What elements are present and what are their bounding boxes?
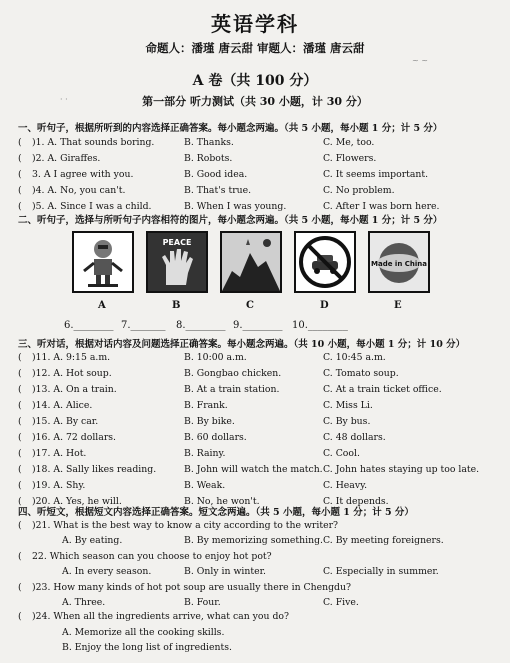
option-a: )11. A. 9:15 a.m. <box>32 352 111 363</box>
answer-paren: ( <box>18 432 22 443</box>
peace-hand-icon <box>148 233 206 291</box>
option-c: C. John hates staying up too late. <box>323 464 480 475</box>
option-a: )5. A. Since I was a child. <box>32 201 152 212</box>
answer-paren: ( <box>18 448 22 459</box>
bleed-through-mark: ~ ~ <box>412 56 428 65</box>
question-row <box>18 368 498 383</box>
option-a: )18. A. Sally likes reading. <box>32 464 157 475</box>
options-row <box>18 597 498 612</box>
option-c: C. 48 dollars. <box>323 432 386 443</box>
question-row <box>18 137 498 152</box>
option-b: B. Thanks. <box>184 137 234 148</box>
option-a: )1. A. That sounds boring. <box>32 137 155 148</box>
answer-paren: ( <box>18 416 22 427</box>
option-b: B. Rainy. <box>184 448 226 459</box>
section-3-instruction: 三、听对话，根据对话内容及问题选择正确答案。每小题念两遍。（共 10 小题，每小题 1 分；计 10 分） <box>18 339 466 350</box>
option-b: B. Frank. <box>184 400 228 411</box>
picture-a <box>72 231 134 293</box>
q24-option-b: B. Enjoy the long list of ingredients. <box>62 642 232 653</box>
option-b: B. When I was young. <box>184 201 287 212</box>
answer-paren: ( <box>18 169 22 180</box>
made-in-china-icon <box>370 233 428 291</box>
answer-blank-10: 10.________ <box>292 320 348 331</box>
question-row <box>18 480 498 495</box>
options-row <box>18 535 498 550</box>
option-b: B. Gongbao chicken. <box>184 368 282 379</box>
question-text: 22. Which season can you choose to enjoy hot pot? <box>32 551 272 562</box>
answer-blank-9: 9.________ <box>233 320 283 331</box>
option-c: C. By meeting foreigners. <box>323 535 444 546</box>
answer-paren: ( <box>18 480 22 491</box>
answer-paren: ( <box>18 551 22 562</box>
option-a: )13. A. On a train. <box>32 384 117 395</box>
option-a: A. Three. <box>62 597 106 608</box>
comprehension-question <box>18 551 498 566</box>
option-b: B. By memorizing something. <box>184 535 323 546</box>
picture-c <box>220 231 282 293</box>
picture-label-d: D <box>320 300 329 311</box>
option-a: A. In every season. <box>62 566 152 577</box>
picture-label-e: E <box>394 300 402 311</box>
option-b: B. 10:00 a.m. <box>184 352 247 363</box>
option-c: C. Cool. <box>323 448 360 459</box>
picture-e <box>368 231 430 293</box>
option-a: )16. A. 72 dollars. <box>32 432 116 443</box>
option-c: C. Especially in summer. <box>323 566 439 577</box>
option-c: C. Heavy. <box>323 480 368 491</box>
option-c: C. After I was born here. <box>323 201 440 212</box>
question-row <box>18 400 498 415</box>
answer-paren: ( <box>18 520 22 531</box>
option-a: )19. A. Shy. <box>32 480 86 491</box>
peace-text: PEACE <box>162 238 192 247</box>
option-c: C. It depends. <box>323 496 389 507</box>
option-b: B. That's true. <box>184 185 252 196</box>
option-b: B. No, he won't. <box>184 496 260 507</box>
option-c: C. Flowers. <box>323 153 377 164</box>
picture-label-a: A <box>98 300 106 311</box>
question-row <box>18 448 498 463</box>
answer-blank-6: 6.________ <box>64 320 114 331</box>
option-b: B. At a train station. <box>184 384 280 395</box>
subject-title: 英语学科 <box>211 12 299 36</box>
option-c: C. Me, too. <box>323 137 375 148</box>
option-a: )4. A. No, you can't. <box>32 185 126 196</box>
made-in-china-text: Made in China <box>371 260 427 268</box>
option-b: B. Good idea. <box>184 169 248 180</box>
picture-b <box>146 231 208 293</box>
section-2-instruction: 二、听句子，选择与所听句子内容相符的图片，每小题念两遍。（共 5 小题，每小题 1 分；计 5 分） <box>18 215 443 226</box>
answer-paren: ( <box>18 464 22 475</box>
options-row <box>18 566 498 581</box>
comprehension-question <box>18 582 498 597</box>
option-c: C. By bus. <box>323 416 371 427</box>
question-row <box>18 352 498 367</box>
answer-blank-8: 8.________ <box>176 320 226 331</box>
q24-question: )24. When all the ingredients arrive, what can you do? <box>32 611 289 622</box>
question-row <box>18 432 498 447</box>
q24-option-a: A. Memorize all the cooking skills. <box>62 627 225 638</box>
answer-paren: ( <box>18 400 22 411</box>
answer-paren: ( <box>18 352 22 363</box>
option-c: C. No problem. <box>323 185 395 196</box>
answer-paren: ( <box>18 384 22 395</box>
option-a: )20. A. Yes, he will. <box>32 496 122 507</box>
option-a: )2. A. Giraffes. <box>32 153 101 164</box>
option-b: B. Only in winter. <box>184 566 266 577</box>
question-text: )23. How many kinds of hot pot soup are usually there in Chengdu? <box>32 582 351 593</box>
bleed-through-mark: · · <box>60 95 68 104</box>
answer-paren: ( <box>18 153 22 164</box>
question-text: )21. What is the best way to know a city according to the writer? <box>32 520 339 531</box>
paper-title: A 卷（共 100 分） <box>192 73 318 89</box>
option-a: )14. A. Alice. <box>32 400 93 411</box>
no-car-sign-icon <box>296 233 354 291</box>
answer-paren: ( <box>18 137 22 148</box>
option-c: C. Five. <box>323 597 359 608</box>
option-b: B. John will watch the match. <box>184 464 323 475</box>
option-a: )17. A. Hot. <box>32 448 87 459</box>
option-c: C. It seems important. <box>323 169 429 180</box>
answer-paren: ( <box>18 185 22 196</box>
skater-cartoon-icon <box>74 233 132 291</box>
option-b: B. Four. <box>184 597 221 608</box>
answer-blank-7: 7._______ <box>121 320 166 331</box>
question-row <box>18 153 498 168</box>
option-a: A. By eating. <box>62 535 123 546</box>
answer-paren: ( <box>18 201 22 212</box>
option-b: B. Weak. <box>184 480 226 491</box>
question-row <box>18 464 498 479</box>
question-row <box>18 169 498 184</box>
option-b: B. By bike. <box>184 416 235 427</box>
answer-paren: ( <box>18 496 22 507</box>
option-c: C. Miss Li. <box>323 400 373 411</box>
question-row <box>18 416 498 431</box>
option-a: )15. A. By car. <box>32 416 99 427</box>
picture-d <box>294 231 356 293</box>
answer-paren: ( <box>18 368 22 379</box>
section-1-instruction: 一、听句子，根据所听到的内容选择正确答案。每小题念两遍。（共 5 小题，每小题 1 分；计 5 分） <box>18 123 443 134</box>
question-row <box>18 384 498 399</box>
option-c: C. Tomato soup. <box>323 368 399 379</box>
section-4-instruction: 四、听短文，根据短文内容选择正确答案。短文念两遍。（共 5 小题，每小题 1 分；计 5 分） <box>18 507 414 518</box>
part-one-title: 第一部分 听力测试（共 30 小题，计 30 分） <box>142 95 368 108</box>
option-b: B. Robots. <box>184 153 233 164</box>
q24-paren: ( <box>18 611 22 622</box>
option-a: )12. A. Hot soup. <box>32 368 112 379</box>
question-row <box>18 185 498 200</box>
comprehension-question <box>18 520 498 535</box>
option-a: 3. A I agree with you. <box>32 169 134 180</box>
option-c: C. 10:45 a.m. <box>323 352 386 363</box>
option-c: C. At a train ticket office. <box>323 384 442 395</box>
picture-label-b: B <box>172 300 181 311</box>
option-b: B. 60 dollars. <box>184 432 247 443</box>
mountain-night-icon <box>222 233 280 291</box>
answer-paren: ( <box>18 582 22 593</box>
picture-label-c: C <box>246 300 254 311</box>
authors-line: 命题人：潘瑾 唐云甜 审题人：潘瑾 唐云甜 <box>145 41 365 55</box>
